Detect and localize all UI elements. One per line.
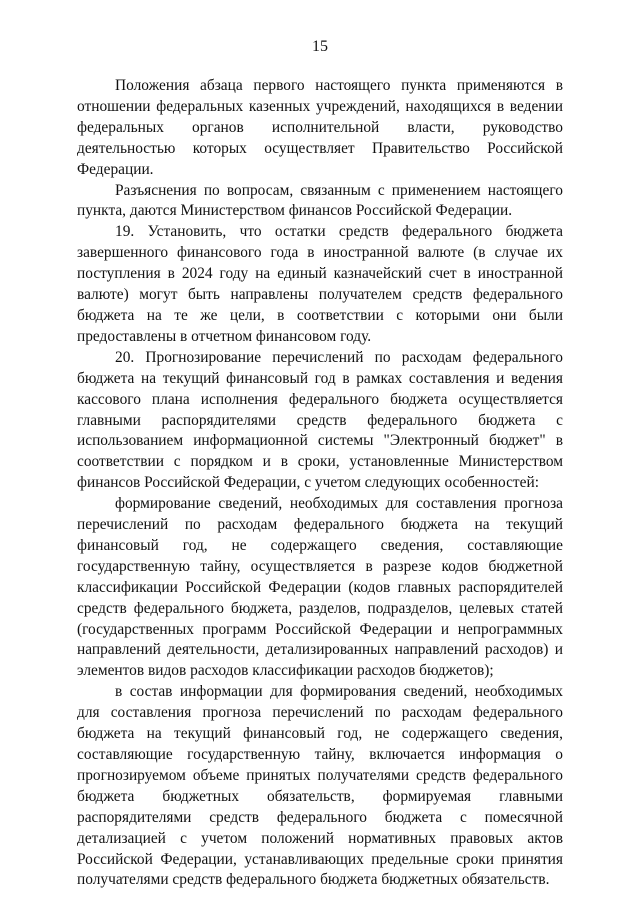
paragraph: Положения абзаца первого настоящего пункта применяются в отношении федеральных казенных учреждений, находящихся в ведении федеральных органов исполнительной власти, руководство деятельностью которых осуществляет Правительство Российской Федерации. bbox=[77, 77, 563, 178]
paragraph: 19. Установить, что остатки средств федерального бюджета завершенного финансового года в иностранной валюте (в случае их поступления в 2024 году на единый казначейский счет в иностранной валюте) могут быть направлены получателем средств федерального бюджета на те же цели, в соответствии с которыми они были предоставлены в отчетном финансовом году. bbox=[77, 223, 563, 345]
paragraph: Разъяснения по вопросам, связанным с применением настоящего пункта, даются Министерством финансов Российской Федерации. bbox=[77, 181, 563, 220]
document-body bbox=[77, 76, 563, 891]
paragraph: формирование сведений, необходимых для составления прогноза перечислений по расходам федерального бюджета на текущий финансовый год, не содержащего сведения, составляющие государственную тайну, осуществляется в разрезе кодов бюджетной классификации Российской Федерации (кодов главных распорядителей средств федерального бюджета, разделов, подразделов, целевых статей (государственных программ Российской Федерации и непрограммных направлений деятельности, детализированных направлений расходов) и элементов видов расходов классификации расходов бюджетов); bbox=[77, 495, 563, 680]
page-number: 15 bbox=[312, 38, 328, 55]
paragraph: в состав информации для формирования сведений, необходимых для составления прогноза перечислений по расходам федерального бюджета на текущий финансовый год, не содержащего сведения, составляющие государственную тайну, включается информация о прогнозируемом объеме принятых получателями средств федерального бюджета бюджетных обязательств, формируемая главными распорядителями средств федерального бюджета с помесячной детализацией с учетом положений нормативных правовых актов Российской Федерации, устанавливающих предельные сроки принятия получателями средств федерального бюджета бюджетных обязательств. bbox=[77, 683, 563, 889]
paragraph: 20. Прогнозирование перечислений по расходам федерального бюджета на текущий финансовый год в рамках составления и ведения кассового плана исполнения федерального бюджета осуществляется главными распорядителями средств федерального бюджета с использованием информационной системы "Электронный бюджет" в соответствии с порядком и в сроки, установленные Министерством финансов Российской Федерации, с учетом следующих особенностей: bbox=[77, 348, 563, 492]
